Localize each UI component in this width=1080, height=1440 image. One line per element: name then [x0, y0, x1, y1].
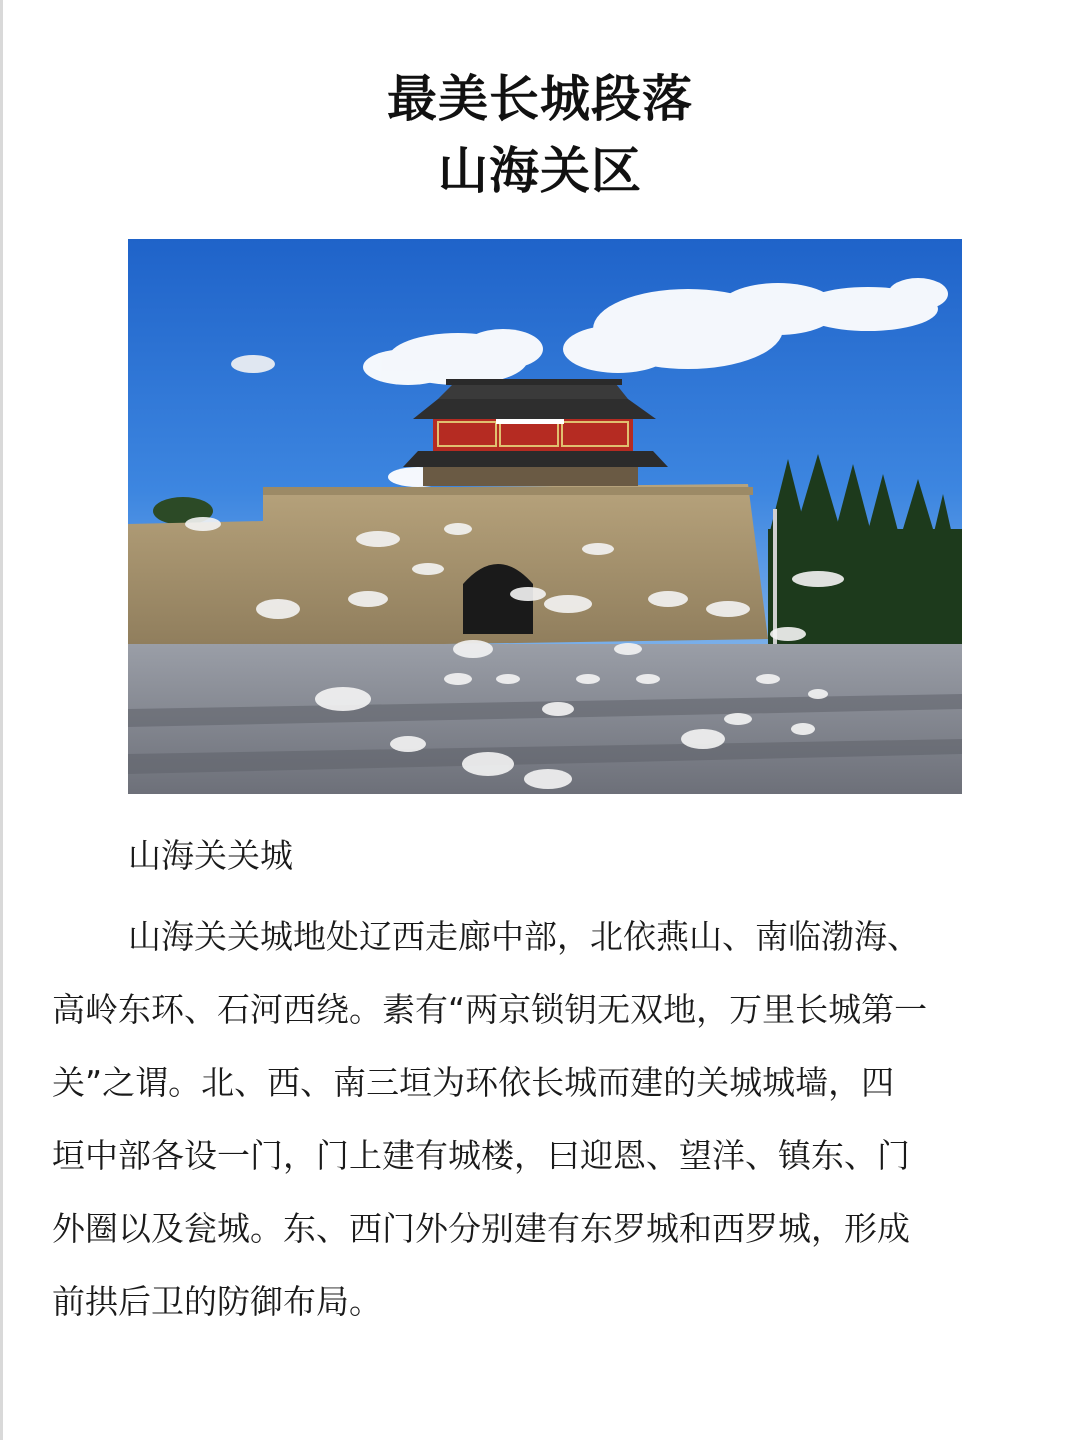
page-title: 最美长城段落 [387, 70, 693, 128]
body-line: 前拱后卫的防御布局。 [52, 1282, 382, 1321]
photo-shanhaiguan-gate [128, 239, 962, 794]
page-subtitle: 山海关区 [438, 142, 642, 200]
body-line: 高岭东环、石河西绕。素有“两京锁钥无双地，万里长城第一 [52, 990, 928, 1029]
page-left-edge [0, 0, 3, 1440]
section-body [52, 900, 1042, 1338]
section-heading: 山海关关城 [128, 836, 293, 875]
body-line: 垣中部各设一门，门上建有城楼，曰迎恩、望洋、镇东、门 [52, 1136, 910, 1175]
body-line: 外圈以及瓮城。东、西门外分别建有东罗城和西罗城，形成 [52, 1209, 910, 1248]
body-line: 关”之谓。北、西、南三垣为环依长城而建的关城城墙，四 [52, 1063, 895, 1102]
body-line: 山海关关城地处辽西走廊中部，北依燕山、南临渤海、 [128, 917, 920, 956]
